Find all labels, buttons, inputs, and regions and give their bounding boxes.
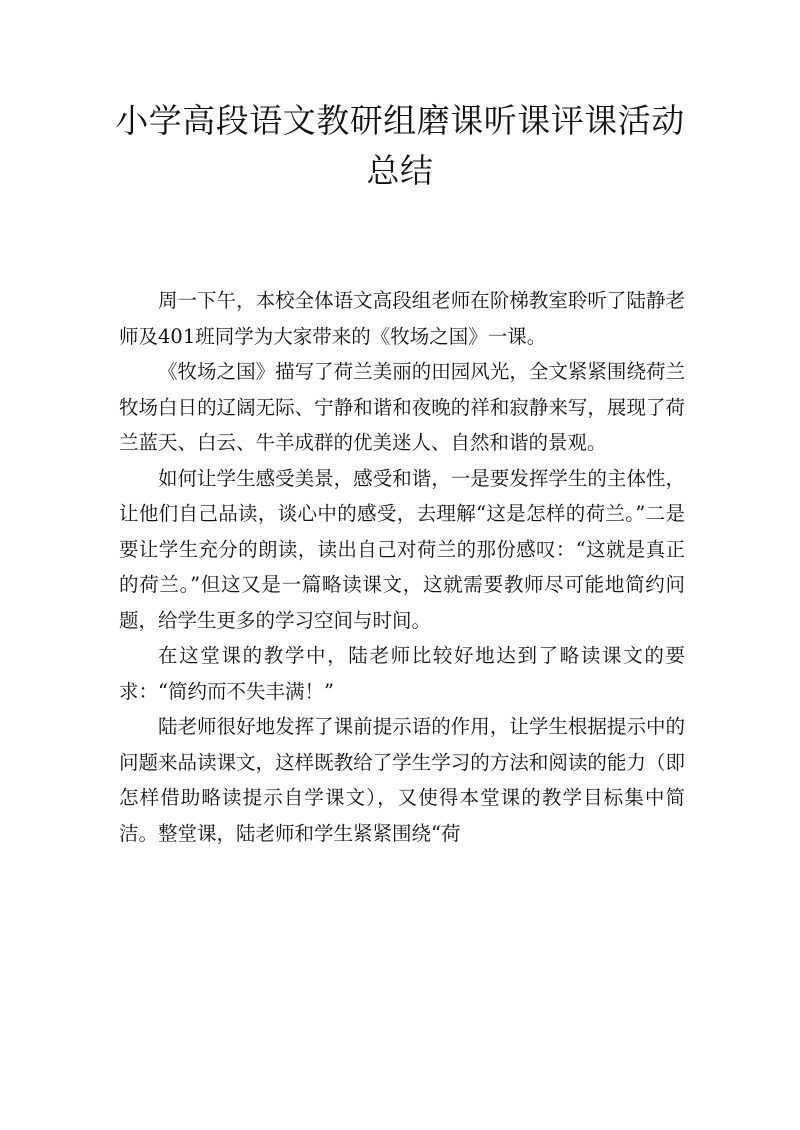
paragraph-3: 如何让学生感受美景，感受和谐，一是要发挥学生的主体性，让他们自己品读，谈心中的感受，去理解“这是怎样的荷兰。”二是要让学生充分的朗读，读出自己对荷兰的那份感叹：“这就是真正的荷兰。”但这又是一篇略读课文，这就需要教师尽可能地简约问题，给学生更多的学习空间与时间。 (119, 466, 685, 632)
document-title (0, 96, 800, 196)
title-line-1: 小学高段语文教研组磨课听课评课活动 (115, 101, 685, 140)
paragraph-1: 周一下午，本校全体语文高段组老师在阶梯教室聆听了陆静老师及401班同学为大家带来的《牧场之国》一课。 (119, 289, 685, 348)
paragraph-2: 《牧场之国》描写了荷兰美丽的田园风光，全文紧紧围绕荷兰牧场白日的辽阔无际、宁静和谐和夜晚的祥和寂静来写，展现了荷兰蓝天、白云、牛羊成群的优美迷人、自然和谐的景观。 (119, 360, 685, 454)
paragraph-5: 陆老师很好地发挥了课前提示语的作用，让学生根据提示中的问题来品读课文，这样既教给了学生学习的方法和阅读的能力（即怎样借助略读提示自学课文），又使得本堂课的教学目标集中简洁。整堂课，陆老师和学生紧紧围绕“荷 (119, 715, 685, 845)
paragraph-4: 在这堂课的教学中，陆老师比较好地达到了略读课文的要求：“简约而不失丰满！” (119, 644, 685, 703)
title-line-2: 总结 (366, 151, 434, 190)
document-body (119, 283, 685, 851)
